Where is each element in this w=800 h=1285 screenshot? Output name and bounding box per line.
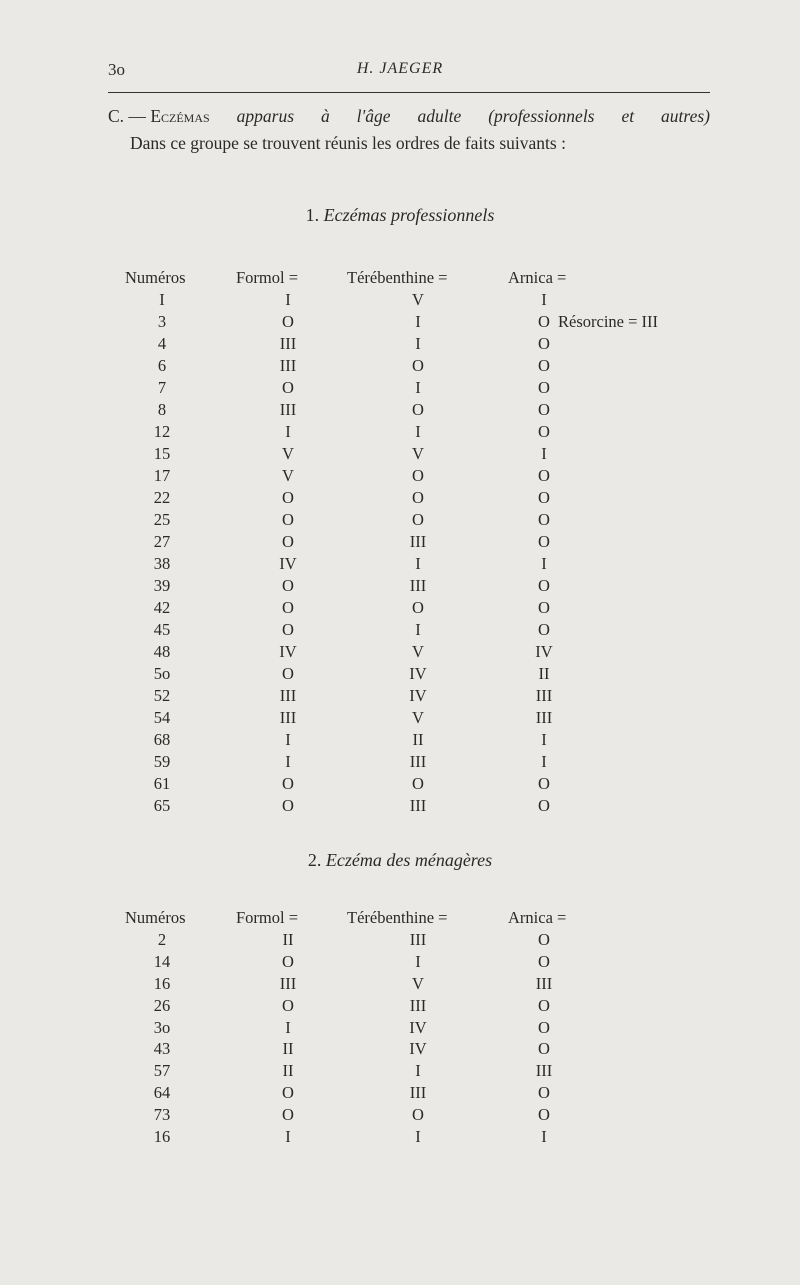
cell-formol: O bbox=[282, 995, 294, 1015]
cell-numero: 14 bbox=[153, 951, 171, 971]
cell-numero: 3 bbox=[157, 312, 167, 331]
cell-numero: 48 bbox=[153, 642, 171, 661]
table-row bbox=[0, 422, 800, 444]
cell-formol: O bbox=[282, 1105, 294, 1125]
table1-header-formol: Formol = bbox=[236, 268, 299, 287]
cell-formol: II bbox=[282, 930, 294, 949]
cell-terebenthine: O bbox=[412, 400, 424, 419]
table-row bbox=[0, 1127, 800, 1149]
table-eczemas-professionnels bbox=[0, 268, 800, 818]
cell-terebenthine: I bbox=[415, 1061, 421, 1081]
table-row bbox=[0, 1083, 800, 1105]
cell-arnica: O bbox=[538, 532, 550, 551]
cell-terebenthine: I bbox=[415, 422, 421, 441]
cell-formol: I bbox=[285, 1127, 291, 1147]
table1-title bbox=[0, 205, 800, 226]
table-row bbox=[0, 642, 800, 664]
table1-number: 1. bbox=[305, 205, 320, 225]
cell-numero: 15 bbox=[153, 444, 171, 463]
cell-arnica: O bbox=[538, 796, 550, 815]
cell-terebenthine: IV bbox=[409, 686, 427, 705]
intro-paragraph: Dans ce groupe se trouvent réunis les ordres de faits suivants : bbox=[130, 133, 566, 153]
cell-formol: IV bbox=[279, 642, 297, 661]
cell-numero: 43 bbox=[153, 1039, 171, 1059]
cell-terebenthine: I bbox=[415, 1127, 421, 1147]
table1-header-numeros: Numéros bbox=[125, 268, 186, 287]
cell-numero: 52 bbox=[153, 686, 171, 705]
table-row bbox=[0, 752, 800, 774]
table-row bbox=[0, 686, 800, 708]
table1-header-terebenthine: Térébenthine = bbox=[347, 268, 448, 287]
header-rule bbox=[108, 92, 710, 93]
section-word: adulte bbox=[417, 106, 462, 126]
section-word: apparus bbox=[236, 106, 295, 126]
cell-terebenthine: O bbox=[412, 488, 424, 507]
cell-numero: 16 bbox=[153, 1127, 171, 1147]
table2-title-text: Eczéma des ménagères bbox=[325, 850, 493, 870]
cell-numero: 61 bbox=[153, 774, 171, 793]
table-row bbox=[0, 554, 800, 576]
cell-numero: 39 bbox=[153, 576, 171, 595]
cell-numero: 42 bbox=[153, 598, 171, 617]
cell-terebenthine: O bbox=[412, 1105, 424, 1125]
cell-arnica: O bbox=[538, 995, 550, 1015]
cell-formol: I bbox=[285, 1017, 291, 1037]
cell-terebenthine: IV bbox=[409, 664, 427, 683]
cell-formol: O bbox=[282, 532, 294, 551]
table-row bbox=[0, 620, 800, 642]
cell-arnica: O bbox=[538, 378, 550, 397]
cell-numero: 38 bbox=[153, 554, 171, 573]
table-row bbox=[0, 930, 800, 952]
table2-header-formol: Formol = bbox=[236, 908, 299, 927]
cell-terebenthine: V bbox=[412, 708, 424, 727]
cell-terebenthine: O bbox=[412, 598, 424, 617]
table-row bbox=[0, 576, 800, 598]
cell-arnica: O bbox=[538, 334, 550, 353]
cell-formol: V bbox=[282, 466, 294, 485]
cell-numero: 7 bbox=[157, 378, 167, 397]
cell-formol: O bbox=[282, 488, 294, 507]
table2-header-terebenthine: Térébenthine = bbox=[347, 908, 448, 927]
cell-terebenthine: O bbox=[412, 510, 424, 529]
cell-arnica: I bbox=[541, 290, 547, 309]
cell-numero: 8 bbox=[157, 400, 167, 419]
cell-numero: 65 bbox=[153, 796, 171, 815]
cell-numero: 17 bbox=[153, 466, 171, 485]
cell-terebenthine: V bbox=[412, 290, 424, 309]
cell-formol: I bbox=[285, 290, 291, 309]
table2-number: 2. bbox=[307, 850, 322, 870]
table-eczema-des-menageres bbox=[0, 908, 800, 1149]
cell-terebenthine: I bbox=[415, 951, 421, 971]
table-row bbox=[0, 664, 800, 686]
section-letter: C. — bbox=[108, 106, 146, 126]
cell-numero: 25 bbox=[153, 510, 171, 529]
table-row bbox=[0, 510, 800, 532]
cell-terebenthine: IV bbox=[409, 1017, 427, 1037]
table-row bbox=[0, 974, 800, 996]
cell-arnica: III bbox=[535, 1061, 553, 1081]
table1-header-row bbox=[0, 268, 800, 290]
section-heading bbox=[108, 106, 710, 127]
cell-terebenthine: I bbox=[415, 334, 421, 353]
section-title-smallcaps: Eczémas bbox=[150, 106, 210, 126]
table-row bbox=[0, 488, 800, 510]
cell-numero: 68 bbox=[153, 730, 171, 749]
cell-arnica: O bbox=[538, 576, 550, 595]
cell-arnica: O bbox=[538, 598, 550, 617]
table-row bbox=[0, 796, 800, 818]
cell-arnica: I bbox=[541, 444, 547, 463]
table-row bbox=[0, 952, 800, 974]
cell-arnica: O bbox=[538, 620, 550, 639]
table-row bbox=[0, 730, 800, 752]
cell-terebenthine: III bbox=[409, 752, 427, 771]
cell-formol: V bbox=[282, 444, 294, 463]
cell-arnica: III bbox=[535, 708, 553, 727]
cell-formol: O bbox=[282, 796, 294, 815]
table-row bbox=[0, 334, 800, 356]
table2-header-row bbox=[0, 908, 800, 930]
cell-arnica: O bbox=[538, 774, 550, 793]
cell-numero: 64 bbox=[153, 1083, 171, 1103]
cell-arnica: II bbox=[538, 664, 550, 683]
cell-numero: 6 bbox=[157, 356, 167, 375]
cell-formol: II bbox=[282, 1061, 294, 1081]
cell-formol: O bbox=[282, 378, 294, 397]
table-row bbox=[0, 774, 800, 796]
cell-numero: 54 bbox=[153, 708, 171, 727]
cell-terebenthine: I bbox=[415, 554, 421, 573]
cell-formol: I bbox=[285, 752, 291, 771]
cell-numero: 57 bbox=[153, 1061, 171, 1081]
cell-formol: O bbox=[282, 510, 294, 529]
cell-formol: O bbox=[282, 774, 294, 793]
cell-formol: III bbox=[279, 400, 297, 419]
cell-arnica: I bbox=[541, 554, 547, 573]
cell-arnica: IV bbox=[535, 642, 553, 661]
table2-header-arnica: Arnica = bbox=[508, 908, 567, 927]
table-row bbox=[0, 466, 800, 488]
cell-terebenthine: III bbox=[409, 995, 427, 1015]
cell-terebenthine: III bbox=[409, 576, 427, 595]
cell-numero: 27 bbox=[153, 532, 171, 551]
table-row bbox=[0, 378, 800, 400]
cell-numero: 26 bbox=[153, 995, 171, 1015]
section-label bbox=[108, 106, 210, 127]
running-head: H. JAEGER bbox=[356, 60, 444, 77]
cell-terebenthine: O bbox=[412, 774, 424, 793]
table-row bbox=[0, 996, 800, 1018]
cell-formol: IV bbox=[279, 554, 297, 573]
cell-formol: III bbox=[279, 334, 297, 353]
cell-formol: O bbox=[282, 1083, 294, 1103]
cell-formol: III bbox=[279, 356, 297, 375]
section-word: et bbox=[621, 106, 635, 126]
table2-title bbox=[0, 850, 800, 871]
cell-terebenthine: I bbox=[415, 312, 421, 331]
cell-terebenthine: V bbox=[412, 642, 424, 661]
cell-terebenthine: II bbox=[412, 730, 424, 749]
cell-arnica: I bbox=[541, 730, 547, 749]
cell-arnica: O bbox=[538, 1105, 550, 1125]
table-row bbox=[0, 400, 800, 422]
cell-formol: O bbox=[282, 598, 294, 617]
cell-arnica: O bbox=[538, 312, 550, 331]
cell-formol: I bbox=[285, 730, 291, 749]
cell-arnica: I bbox=[541, 1127, 547, 1147]
table1-title-text: Eczémas professionnels bbox=[323, 205, 495, 225]
table-row bbox=[0, 1018, 800, 1040]
cell-arnica: III bbox=[535, 686, 553, 705]
cell-arnica: III bbox=[535, 973, 553, 993]
cell-numero: 4 bbox=[157, 334, 167, 353]
cell-numero: 22 bbox=[153, 488, 171, 507]
table2-header-numeros: Numéros bbox=[125, 908, 186, 927]
cell-formol: III bbox=[279, 686, 297, 705]
cell-terebenthine: III bbox=[409, 796, 427, 815]
cell-numero: 16 bbox=[153, 973, 171, 993]
cell-terebenthine: O bbox=[412, 356, 424, 375]
cell-formol: O bbox=[282, 664, 294, 683]
cell-formol: O bbox=[282, 951, 294, 971]
cell-numero: 59 bbox=[153, 752, 171, 771]
table-row bbox=[0, 356, 800, 378]
cell-arnica: O bbox=[538, 1017, 550, 1037]
section-word: autres) bbox=[661, 106, 710, 126]
resorcine-note: Résorcine = III bbox=[558, 312, 659, 331]
table-row bbox=[0, 290, 800, 312]
section-word: (professionnels bbox=[488, 106, 595, 126]
table-row bbox=[0, 532, 800, 554]
table-row bbox=[0, 444, 800, 466]
table-row bbox=[0, 1039, 800, 1061]
cell-arnica: O bbox=[538, 510, 550, 529]
cell-formol: O bbox=[282, 576, 294, 595]
section-word: l'âge bbox=[356, 106, 391, 126]
cell-terebenthine: I bbox=[415, 378, 421, 397]
cell-terebenthine: O bbox=[412, 466, 424, 485]
cell-formol: III bbox=[279, 708, 297, 727]
cell-numero: 45 bbox=[153, 620, 171, 639]
table-row bbox=[0, 312, 800, 334]
cell-terebenthine: I bbox=[415, 620, 421, 639]
cell-arnica: O bbox=[538, 1083, 550, 1103]
cell-terebenthine: III bbox=[409, 1083, 427, 1103]
cell-arnica: O bbox=[538, 1039, 550, 1059]
table-row bbox=[0, 708, 800, 730]
page-number: 3o bbox=[108, 60, 125, 79]
cell-numero: I bbox=[159, 290, 165, 309]
cell-formol: O bbox=[282, 312, 294, 331]
cell-arnica: O bbox=[538, 356, 550, 375]
cell-terebenthine: V bbox=[412, 973, 424, 993]
cell-numero: 5o bbox=[153, 664, 171, 683]
cell-arnica: O bbox=[538, 930, 550, 949]
cell-arnica: O bbox=[538, 422, 550, 441]
cell-arnica: I bbox=[541, 752, 547, 771]
cell-formol: O bbox=[282, 620, 294, 639]
cell-numero: 73 bbox=[153, 1105, 171, 1125]
table1-header-arnica: Arnica = bbox=[508, 268, 567, 287]
table-row bbox=[0, 1105, 800, 1127]
cell-formol: III bbox=[279, 973, 297, 993]
cell-arnica: O bbox=[538, 466, 550, 485]
cell-terebenthine: IV bbox=[409, 1039, 427, 1059]
cell-arnica: O bbox=[538, 400, 550, 419]
cell-arnica: O bbox=[538, 488, 550, 507]
cell-numero: 3o bbox=[153, 1017, 171, 1037]
cell-numero: 2 bbox=[157, 930, 167, 949]
cell-terebenthine: III bbox=[409, 930, 427, 949]
table-row bbox=[0, 598, 800, 620]
cell-formol: II bbox=[282, 1039, 294, 1059]
cell-terebenthine: III bbox=[409, 532, 427, 551]
cell-formol: I bbox=[285, 422, 291, 441]
cell-arnica: O bbox=[538, 951, 550, 971]
table-row bbox=[0, 1061, 800, 1083]
cell-numero: 12 bbox=[153, 422, 171, 441]
cell-terebenthine: V bbox=[412, 444, 424, 463]
section-word: à bbox=[320, 106, 330, 126]
